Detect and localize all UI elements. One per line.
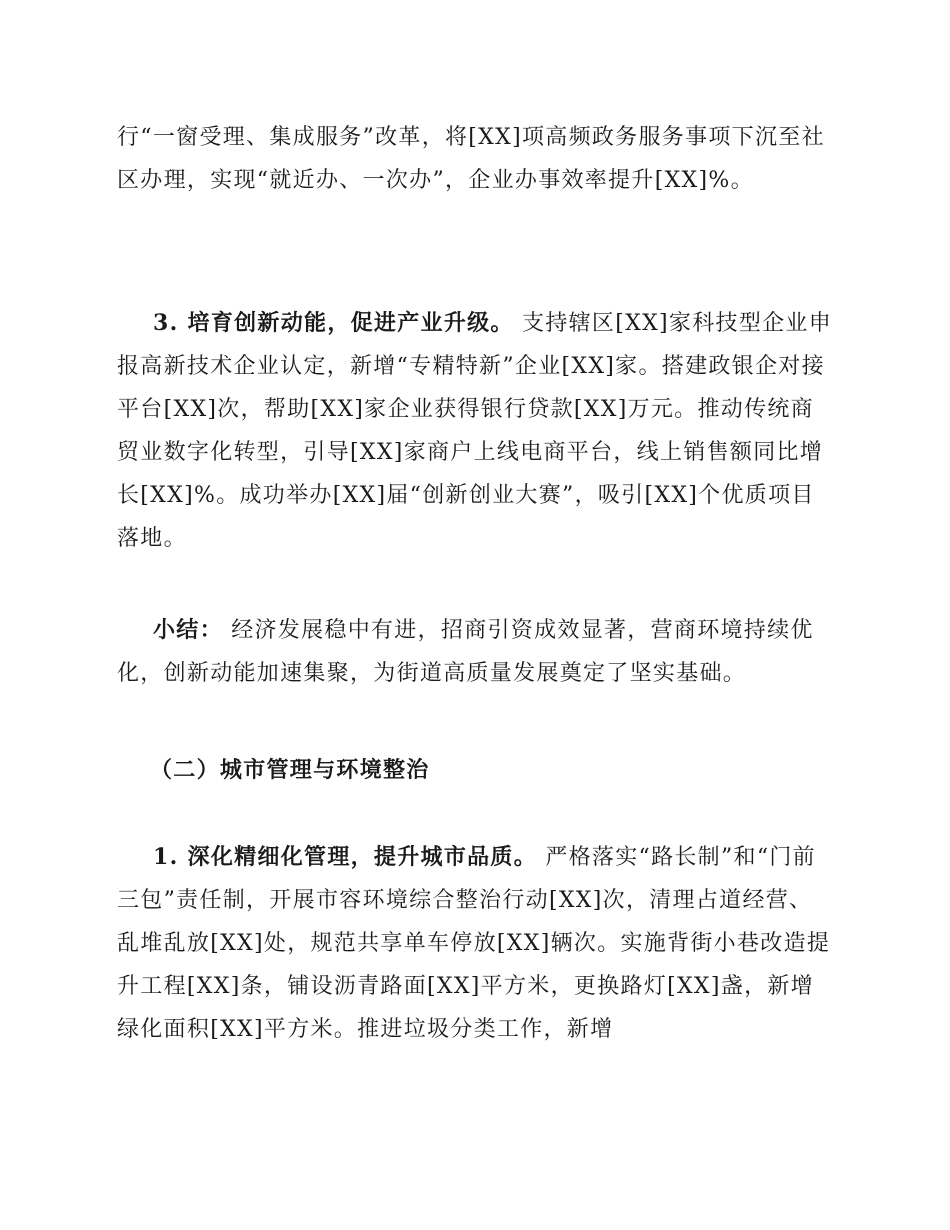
paragraph-lead-heading: 3. 培育创新动能，促进产业升级。 bbox=[153, 310, 514, 336]
paragraph-text: 支持辖区[XX]家科技型企业申报高新技术企业认定，新增“专精特新”企业[XX]家。搭建政银企对接平台[XX]次，帮助[XX]家企业获得银行贷款[XX]万元。推动传统商贸业数字化转型，引导[XX]家商户上线电商平台，线上销售额同比增长[XX]%。成功举办[XX]届“创新创业大赛”，吸引[XX]个优质项目落地。 bbox=[117, 311, 833, 551]
paragraph-lead-heading: 1. 深化精细化管理，提升城市品质。 bbox=[153, 844, 538, 870]
paragraph-innovation bbox=[117, 302, 835, 560]
section-heading bbox=[150, 749, 868, 792]
summary-label: 小结： bbox=[153, 617, 223, 643]
paragraph-city-management bbox=[117, 836, 835, 1051]
paragraph-text: 经济发展稳中有进，招商引资成效显著，营商环境持续优化，创新动能加速集聚，为街道高质量发展奠定了坚实基础。 bbox=[117, 618, 814, 686]
paragraph-text: 行“一窗受理、集成服务”改革，将[XX]项高频政务服务事项下沉至社区办理，实现“就近办、一次办”，企业办事效率提升[XX]%。 bbox=[117, 125, 825, 193]
paragraph-summary bbox=[117, 609, 835, 695]
section-heading-text: （二）城市管理与环境整治 bbox=[150, 757, 430, 783]
paragraph-text: 严格落实“路长制”和“门前三包”责任制，开展市容环境综合整治行动[XX]次，清理占道经营、乱堆乱放[XX]处，规范共享单车停放[XX]辆次。实施背街小巷改造提升工程[XX]条，铺设沥青路面[XX]平方米，更换路灯[XX]盏，新增绿化面积[XX]平方米。推进垃圾分类工作，新增 bbox=[117, 845, 831, 1042]
paragraph-intro-continued bbox=[117, 116, 835, 202]
